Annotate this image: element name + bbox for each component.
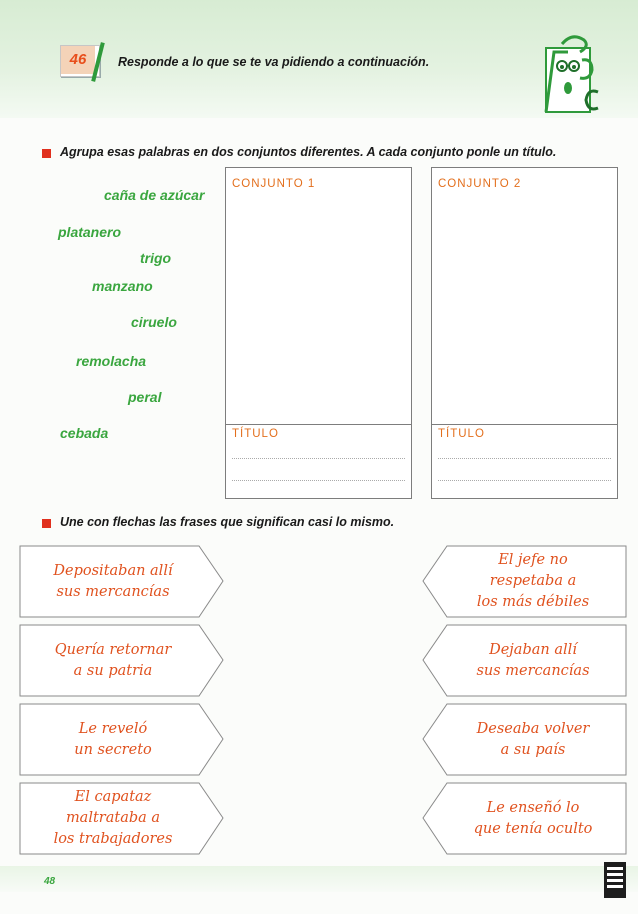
divider: [432, 424, 617, 425]
set-title-label: TÍTULO: [438, 428, 485, 440]
phrase-card-right[interactable]: [421, 545, 627, 618]
footer-strip: [0, 866, 638, 892]
phrase-card-left[interactable]: [19, 703, 225, 776]
phrase-card-right[interactable]: [421, 782, 627, 855]
phrase-text: Deseaba volver a su país: [476, 720, 590, 758]
word-item: remolacha: [76, 353, 147, 369]
set-heading: CONJUNTO 2: [438, 178, 522, 190]
phrase-text: Depositaban allí sus mercancías: [53, 562, 173, 600]
word-item: trigo: [140, 250, 172, 266]
phrase-card-left[interactable]: [19, 624, 225, 697]
writing-line: [232, 480, 405, 481]
phrase-text: Dejaban allí sus mercancías: [476, 641, 590, 679]
set-box-2[interactable]: [431, 167, 618, 499]
phrase-text: Le enseñó lo que tenía oculto: [473, 799, 593, 837]
page-number: 48: [44, 876, 56, 887]
writing-line: [232, 458, 405, 459]
word-item: cebada: [60, 425, 109, 441]
writing-line: [438, 458, 611, 459]
phrase-card-left[interactable]: [19, 782, 225, 855]
phrase-card-right[interactable]: [421, 624, 627, 697]
word-item: ciruelo: [131, 314, 177, 330]
word-item: platanero: [58, 224, 122, 240]
set-heading: CONJUNTO 1: [232, 178, 316, 190]
phrase-text: Le reveló un secreto: [74, 720, 152, 758]
exercise-number: 46: [61, 46, 95, 74]
set-box-1[interactable]: [225, 167, 412, 499]
divider: [226, 424, 411, 425]
phrase-card-right[interactable]: [421, 703, 627, 776]
phrase-card-left[interactable]: [19, 545, 225, 618]
section1-instruction: Agrupa esas palabras en dos conjuntos diferentes. A cada conjunto ponle un título.: [60, 145, 557, 159]
word-item: caña de azúcar: [104, 187, 205, 203]
word-item: peral: [128, 389, 162, 405]
bullet-section1: [42, 149, 51, 158]
phrase-text: El capataz maltrataba a los trabajadores: [53, 789, 173, 847]
set-title-label: TÍTULO: [232, 428, 279, 440]
writing-line: [438, 480, 611, 481]
bullet-section2: [42, 519, 51, 528]
abc-logo-icon: [532, 32, 604, 118]
header-title: Responde a lo que se te va pidiendo a continuación.: [118, 55, 430, 69]
section2-instruction: Une con flechas las frases que significan casi lo mismo.: [60, 515, 395, 529]
phrase-text: El jefe no respetaba a los más débiles: [476, 552, 590, 610]
phrase-text: Quería retornar a su patria: [54, 641, 172, 679]
word-item: manzano: [92, 278, 153, 294]
publisher-logo-icon: [604, 862, 626, 898]
